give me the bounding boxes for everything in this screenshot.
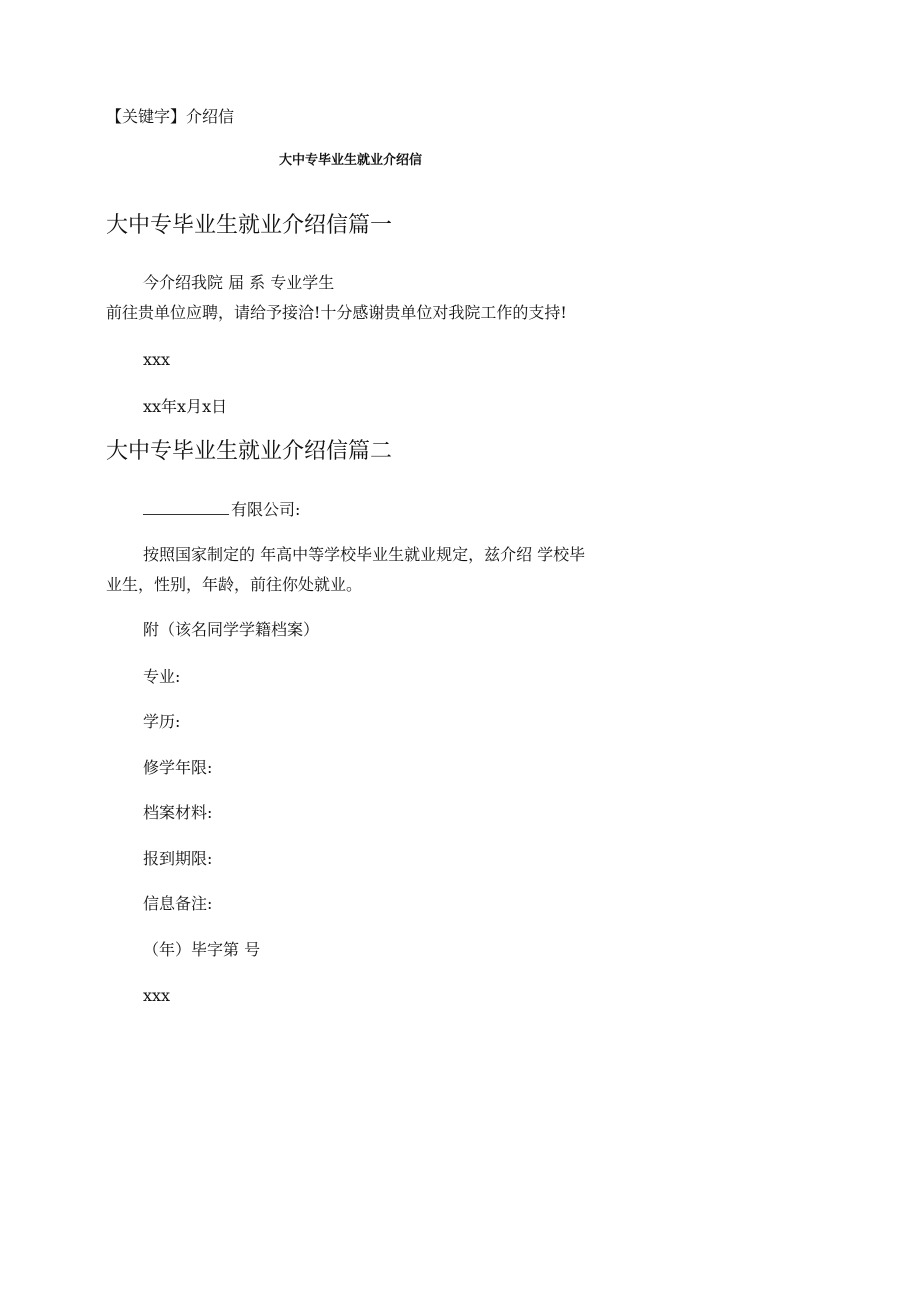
section1-intro-line: 今介绍我院 届 系 专业学生 [143, 273, 335, 292]
section1-signer: xxx [143, 350, 171, 369]
section2-paragraph-line2: 业生，性别，年龄，前往你处就业。 [106, 575, 363, 594]
section1-request-line: 前往贵单位应聘，请给予接洽!十分感谢贵单位对我院工作的支持! [106, 303, 567, 322]
field-archive-materials: 档案材料: [143, 803, 213, 822]
section2-paragraph-line1: 按照国家制定的 年高中等学校毕业生就业规定，兹介绍 学校毕 [143, 545, 586, 564]
section2-reference-number: （年）毕字第 号 [143, 940, 261, 959]
document-title: 大中专毕业生就业介绍信 [279, 153, 423, 168]
field-education: 学历: [143, 712, 181, 731]
field-report-deadline: 报到期限: [143, 849, 213, 868]
section2-addressee [143, 500, 300, 520]
company-suffix: 有限公司: [231, 500, 301, 519]
section2-signer: xxx [143, 986, 171, 1005]
field-major: 专业: [143, 667, 181, 686]
section1-heading: 大中专毕业生就业介绍信篇一 [106, 213, 393, 238]
company-name-blank [143, 500, 229, 515]
section2-heading: 大中专毕业生就业介绍信篇二 [106, 439, 393, 464]
keyword-line: 【关键字】介绍信 [106, 107, 235, 126]
field-info-remarks: 信息备注: [143, 894, 213, 913]
section1-date: xx年x月x日 [143, 397, 228, 416]
field-study-years: 修学年限: [143, 758, 213, 777]
section2-attachment: 附（该名同学学籍档案） [143, 620, 320, 639]
